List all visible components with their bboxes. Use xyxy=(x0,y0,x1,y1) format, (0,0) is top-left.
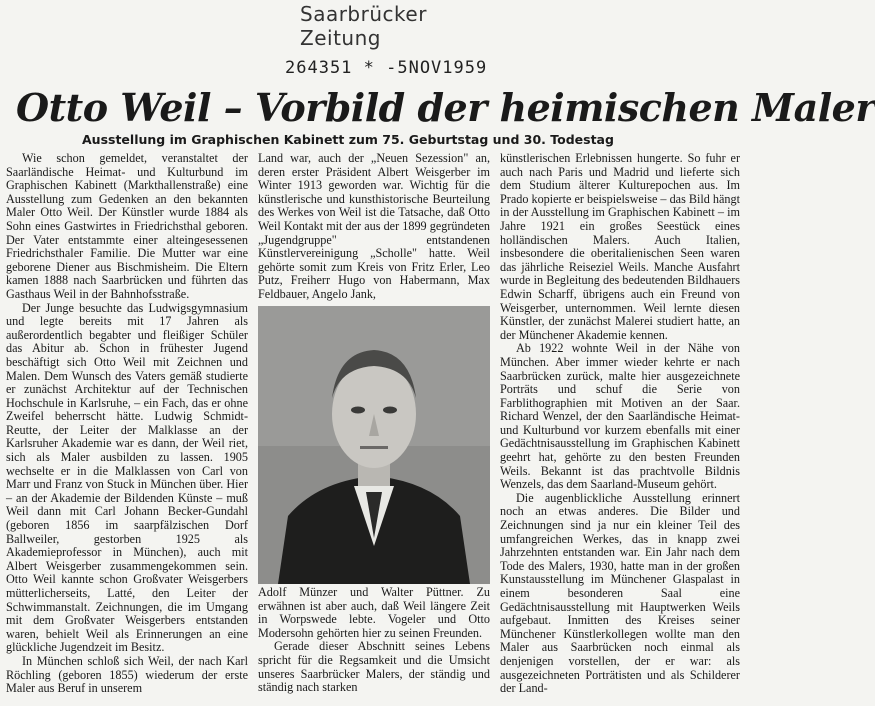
paragraph: Land war, auch der „Neuen Sezession" an, deren erster Präsident Albert Weisgerber im Winter 1913 geworden war. Wichtig für die künstlerische und kunsthistorische Beurteilung des Werkes von Weil ist die Tatsache, daß Otto Weil Kontakt mit der aus der 1899 gegründeten „Jugendgruppe" entstandenen Künstlervereinigung „Scholle" hatte. Weil gehörte somit zum Kreis von Fritz Erler, Leo Putz, Freiherr Hugo von Habermann, Max Feldbauer, Angelo Jank, xyxy=(258,151,490,301)
masthead: Saarbrücker Zeitung xyxy=(300,2,427,50)
headline: Otto Weil – Vorbild der heimischen Maler xyxy=(16,85,875,130)
article-column-2-bottom xyxy=(258,586,490,695)
subheadline: Ausstellung im Graphischen Kabinett zum 75. Geburtstag und 30. Todestag xyxy=(82,132,614,147)
paragraph: Ab 1922 wohnte Weil in der Nähe von München. Aber immer wieder kehrte er nach Saarbrücken zurück, malte hier ausgezeichnete Porträts und schuf die Serie von Farblithographien mit Motiven an der Saar. Richard Wenzel, der den Saarländische Heimat- und Kulturbund vor kurzem ebenfalls mit einer Gedächtnisausstellung im Graphischen Kabinett geehrt hat, gehörte zu den besten Freunden Weils. Bekannt ist das prachtvolle Bildnis Wenzels, das dem Saarland-Museum gehört. xyxy=(500,341,740,492)
article-column-1 xyxy=(6,152,248,696)
paragraph: Gerade dieser Abschnitt seines Lebens spricht für die Regsamkeit und die Umsicht unseres Saarbrücker Malers, der ständig und ständig nach starken xyxy=(258,639,490,695)
article-column-2-top xyxy=(258,152,490,302)
archive-stamp: 264351 * -5NOV1959 xyxy=(285,58,488,78)
paragraph: Der Junge besuchte das Ludwigsgymnasium und legte bereits mit 17 Jahren als außerordentlich begabter und fleißiger Schüler das Abitur ab. Schon in frühester Jugend beschäftigt sich Otto Weil mit Zeichnen und Malen. Dem Wunsch des Vaters gemäß studierte er zunächst Architektur auf der Technischen Hochschule in Karlsruhe, – ein Fach, das er ohne Zweifel beherrscht hätte. Ludwig Schmidt-Reutte, der Leiter der Malklasse an der Karlsruher Akademie war es dann, der Weil riet, sich als Maler ausbilden zu lassen. 1905 wechselte er in die Malklassen von Carl von Marr und Franz von Stuck in München über. Hier – an der Akademie der Bildenden Künste – muß Weil dann mit Carl Johann Becker-Gundahl (geboren 1856 im saarpfälzischen Dorf Ballweiler, gestorben 1925 als Akademieprofessor in München), auch mit Albert Weisgerber zusammengekommen sein. Otto Weil kannte schon Großvater Weisgerbers mütterlicherseits, Latté, den Leiter der Schwimmanstalt. Zeichnungen, die im Umgang mit dem Großvater Weisgerbers entstanden waren, behielt Weil als Erinnerungen an eine glückliche Jugendzeit im Besitz. xyxy=(6,300,249,655)
paragraph: Wie schon gemeldet, veranstaltet der Saarländische Heimat- und Kulturbund im Graphischen Kabinett (Markthallenstraße) eine Ausstellung zum Gedenken an den bekannten Maler Otto Weil. Der Künstler wurde 1884 als Sohn eines Gastwirtes in Friedrichsthal geboren. Der Vater entstammte einer alteingesessenen Friedrichsthaler Familie. Die Mutter war eine geborene Diener aus Bischmisheim. Die Eltern kamen 1888 nach Saarbrücken und führten das Gasthaus Weil in der Bahnhofsstraße. xyxy=(6,151,248,301)
paragraph: Die augenblickliche Ausstellung erinnert noch an etwas anderes. Die Bilder und Zeichnungen sind ja nur ein kleiner Teil des umfangreichen Werkes, das in knapp zwei Jahrzehnten entstanden war. Ein Jahr nach dem Tode des Malers, 1930, hatte man in der großen Kunstausstellung im Münchener Glaspalast in einem besonderen Saal eine Gedächtnisausstellung mit Hauptwerken Weils aufgebaut. Inmitten des Kreises seiner Münchener Künstlerkollegen wollte man den Maler aus Saarbrücken noch einmal als denjenigen vorstellen, der er war: als ausgezeichneten Porträtisten und als Schilderer der Land- xyxy=(500,490,740,696)
portrait-photo xyxy=(258,306,490,584)
article-column-3 xyxy=(500,152,740,696)
paragraph: Adolf Münzer und Walter Püttner. Zu erwähnen ist aber auch, daß Weil längere Zeit in Worpswede lebte. Vogeler und Otto Modersohn gehörten hier zu seinen Freunden. xyxy=(258,585,490,640)
paragraph: künstlerischen Erlebnissen hungerte. So fuhr er auch nach Paris und Madrid und lieferte sich dem Studium älterer Kulturepochen aus. Im Prado kopierte er beispielsweise – das Bild hängt in der Ausstellung im Graphischen Kabinett – im Jahre 1921 ein großes Seestück eines holländischen Malers. Auch Italien, insbesondere die oberitalienischen Seen waren das jährliche Reiseziel Weils. Manche Ausfahrt wurde in Begleitung des bedeutenden Bildhauers Edwin Scharff, übrigens auch ein Freund von Weisgerber, unternommen. Weil lernte diesen Künstler, der zunächst Malerei studiert hatte, an der Münchener Akademie kennen. xyxy=(500,151,740,342)
portrait-figure xyxy=(258,306,490,584)
paragraph: In München schloß sich Weil, der nach Karl Röchling (geboren 1855) wiederum der erste Maler aus Beruf in unserem xyxy=(6,653,248,696)
